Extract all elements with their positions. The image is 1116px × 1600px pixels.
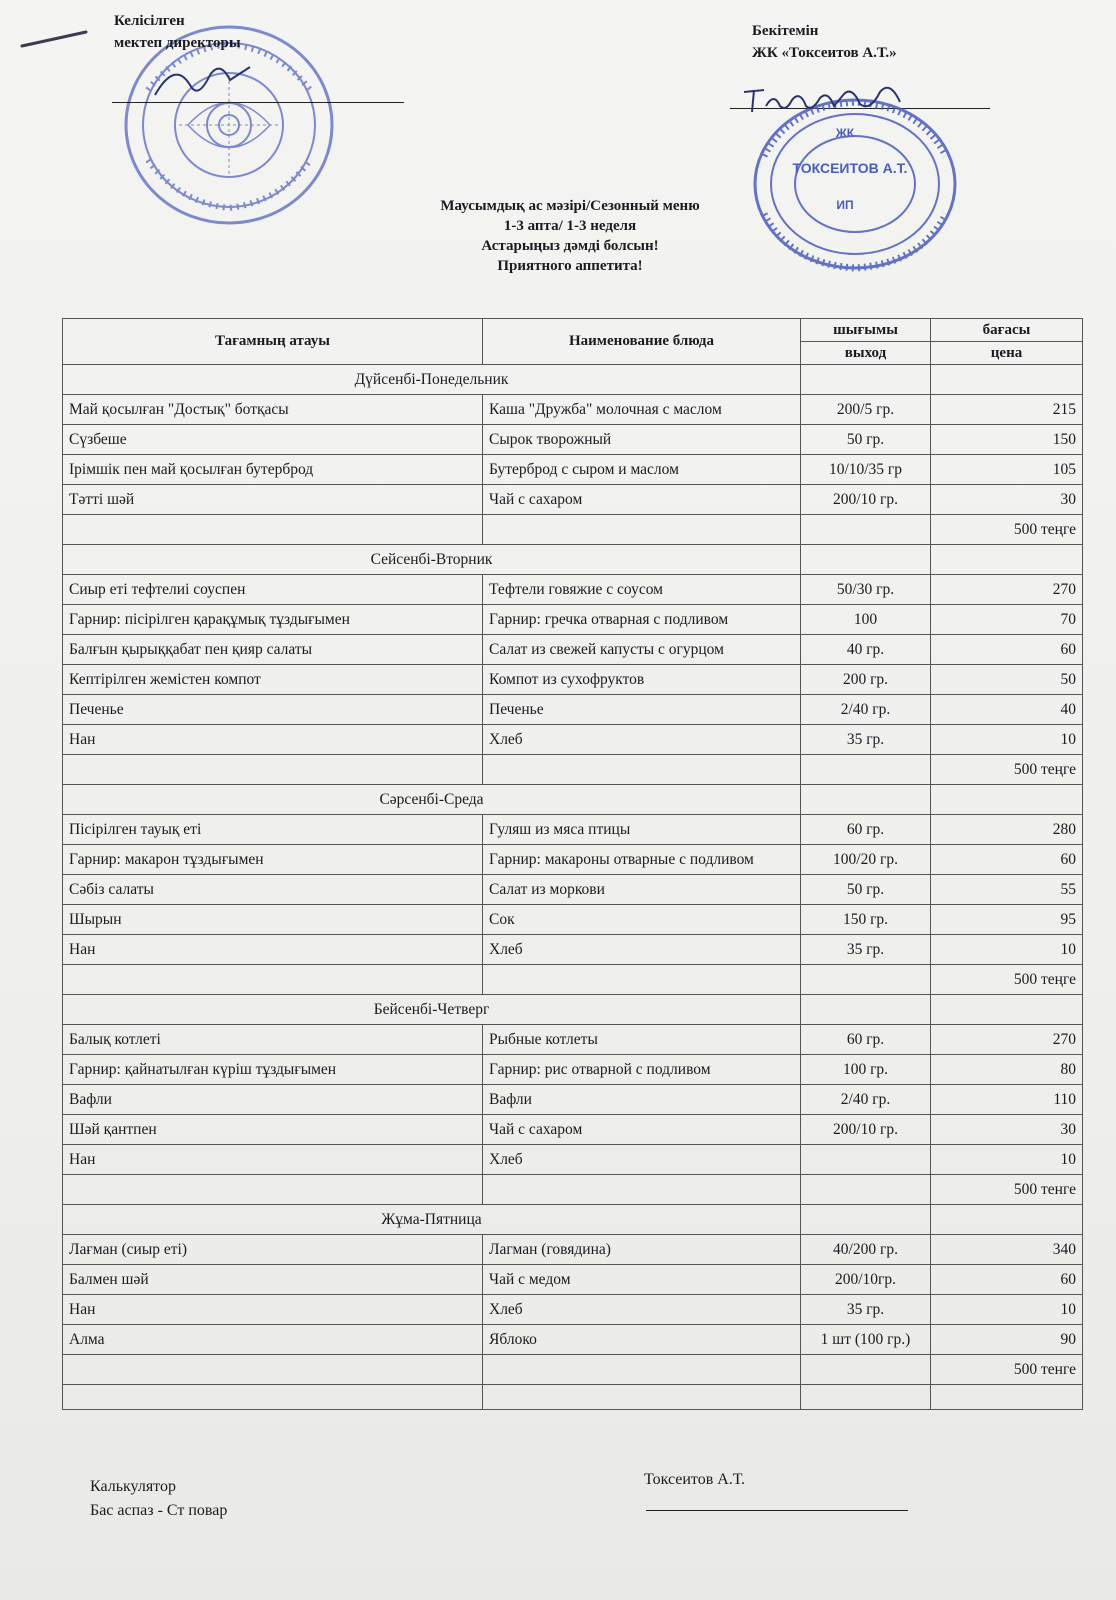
table-row	[63, 1115, 1083, 1145]
empty-cell	[483, 965, 801, 995]
stamp-center-line2: ТОКСЕИТОВ А.Т.	[792, 160, 908, 176]
col-header-ru: Наименование блюда	[483, 319, 801, 365]
dish-name-ru: Салат из свежей капусты с огурцом	[483, 635, 801, 665]
dish-price: 90	[931, 1325, 1083, 1355]
dish-price: 105	[931, 455, 1083, 485]
blank-row	[63, 1385, 1083, 1410]
left-signature-line	[112, 102, 404, 103]
dish-name-ru: Гарнир: макароны отварные с подливом	[483, 845, 801, 875]
table-row	[63, 1145, 1083, 1175]
empty-cell	[801, 785, 931, 815]
empty-cell	[931, 1205, 1083, 1235]
day-total: 500 теңге	[931, 755, 1083, 785]
day-header-row	[63, 545, 1083, 575]
dish-price: 40	[931, 695, 1083, 725]
footer-left	[90, 1475, 227, 1523]
empty-cell	[931, 365, 1083, 395]
table-row	[63, 1055, 1083, 1085]
dish-name-kz: Гарнир: қайнатылған күріш тұздығымен	[63, 1055, 483, 1085]
dish-name-kz: Ірімшік пен май қосылған бутерброд	[63, 455, 483, 485]
dish-name-kz: Тәтті шәй	[63, 485, 483, 515]
dish-price: 280	[931, 815, 1083, 845]
dish-price: 30	[931, 485, 1083, 515]
dish-output: 50 гр.	[801, 425, 931, 455]
dish-name-ru: Печенье	[483, 695, 801, 725]
table-row	[63, 725, 1083, 755]
table-row	[63, 1235, 1083, 1265]
dish-price: 10	[931, 725, 1083, 755]
dish-output: 100	[801, 605, 931, 635]
table-row	[63, 1265, 1083, 1295]
dish-price: 60	[931, 845, 1083, 875]
company-stamp	[750, 96, 960, 272]
empty-cell	[801, 1355, 931, 1385]
dish-name-ru: Сырок творожный	[483, 425, 801, 455]
table-row	[63, 395, 1083, 425]
dish-name-ru: Хлеб	[483, 1295, 801, 1325]
dish-output: 40/200 гр.	[801, 1235, 931, 1265]
day-total: 500 тенге	[931, 1355, 1083, 1385]
dish-output: 40 гр.	[801, 635, 931, 665]
dish-output: 60 гр.	[801, 1025, 931, 1055]
menu-table	[62, 318, 1083, 1410]
dish-name-ru: Чай с медом	[483, 1265, 801, 1295]
dish-price: 60	[931, 1265, 1083, 1295]
table-row	[63, 1025, 1083, 1055]
dish-price: 270	[931, 1025, 1083, 1055]
col-header-output-kz: шығымы	[801, 319, 931, 342]
col-header-price-ru: цена	[931, 342, 1083, 365]
day-name: Бейсенбі-Четверг	[63, 995, 801, 1025]
dish-name-ru: Гарнир: рис отварной с подливом	[483, 1055, 801, 1085]
empty-cell	[63, 1385, 483, 1410]
title-line4: Приятного аппетита!	[497, 258, 643, 274]
day-header-row	[63, 995, 1083, 1025]
dish-name-kz: Лағман (сиыр еті)	[63, 1235, 483, 1265]
dish-name-kz: Сүзбеше	[63, 425, 483, 455]
approval-right-line1: Бекітемін	[752, 23, 819, 39]
pen-stroke-mark	[20, 28, 90, 52]
col-header-price-kz: бағасы	[931, 319, 1083, 342]
empty-cell	[801, 545, 931, 575]
empty-cell	[63, 1175, 483, 1205]
approval-left-line2: мектеп директоры	[114, 35, 241, 51]
dish-name-ru: Хлеб	[483, 935, 801, 965]
stamp-center-line3: ИП	[836, 198, 854, 212]
footer-calculator-label: Калькулятор	[90, 1478, 176, 1495]
empty-cell	[931, 995, 1083, 1025]
table-row	[63, 605, 1083, 635]
dish-name-kz: Шәй қантпен	[63, 1115, 483, 1145]
dish-output: 60 гр.	[801, 815, 931, 845]
dish-output: 100/20 гр.	[801, 845, 931, 875]
col-header-output-ru: выход	[801, 342, 931, 365]
dish-name-ru: Компот из сухофруктов	[483, 665, 801, 695]
stamp-center-line1: ЖК	[835, 126, 855, 140]
dish-name-kz: Вафли	[63, 1085, 483, 1115]
dish-price: 340	[931, 1235, 1083, 1265]
table-header-row	[63, 319, 1083, 342]
dish-output: 35 гр.	[801, 725, 931, 755]
empty-cell	[483, 515, 801, 545]
day-total: 500 тенге	[931, 1175, 1083, 1205]
footer-chef-label: Бас аспаз - Ст повар	[90, 1502, 228, 1519]
empty-cell	[801, 515, 931, 545]
empty-cell	[801, 965, 931, 995]
day-total-row	[63, 755, 1083, 785]
dish-output: 50 гр.	[801, 875, 931, 905]
table-row	[63, 425, 1083, 455]
dish-output	[801, 1145, 931, 1175]
dish-output: 200/5 гр.	[801, 395, 931, 425]
dish-name-kz: Балық котлеті	[63, 1025, 483, 1055]
dish-name-ru: Рыбные котлеты	[483, 1025, 801, 1055]
dish-name-kz: Нан	[63, 935, 483, 965]
empty-cell	[801, 365, 931, 395]
dish-price: 80	[931, 1055, 1083, 1085]
day-header-row	[63, 365, 1083, 395]
dish-name-kz: Шырын	[63, 905, 483, 935]
approval-left-line1: Келісілген	[114, 13, 185, 29]
dish-price: 95	[931, 905, 1083, 935]
dish-name-ru: Яблоко	[483, 1325, 801, 1355]
dish-output: 50/30 гр.	[801, 575, 931, 605]
approval-right-line2: ЖК «Токсеитов А.Т.»	[752, 45, 897, 61]
dish-name-kz: Нан	[63, 1145, 483, 1175]
empty-cell	[483, 755, 801, 785]
dish-price: 150	[931, 425, 1083, 455]
empty-cell	[63, 515, 483, 545]
menu-table-body	[63, 365, 1083, 1410]
dish-output: 2/40 гр.	[801, 695, 931, 725]
dish-name-kz: Балмен шәй	[63, 1265, 483, 1295]
day-total-row	[63, 1175, 1083, 1205]
empty-cell	[801, 1175, 931, 1205]
day-total-row	[63, 1355, 1083, 1385]
dish-name-ru: Бутерброд с сыром и маслом	[483, 455, 801, 485]
day-header-row	[63, 785, 1083, 815]
dish-name-kz: Пісірілген тауық еті	[63, 815, 483, 845]
empty-cell	[801, 1205, 931, 1235]
col-header-kz: Тағамның атауы	[63, 319, 483, 365]
table-row	[63, 1325, 1083, 1355]
empty-cell	[931, 1385, 1083, 1410]
dish-price: 10	[931, 1145, 1083, 1175]
title-line3: Астарыңыз дәмді болсын!	[481, 238, 659, 254]
table-row	[63, 935, 1083, 965]
dish-name-kz: Нан	[63, 725, 483, 755]
dish-price: 30	[931, 1115, 1083, 1145]
director-signature	[150, 55, 260, 105]
approval-right	[752, 20, 897, 64]
empty-cell	[801, 995, 931, 1025]
dish-name-kz: Кептірілген жемістен компот	[63, 665, 483, 695]
dish-output: 100 гр.	[801, 1055, 931, 1085]
dish-price: 270	[931, 575, 1083, 605]
dish-price: 10	[931, 1295, 1083, 1325]
dish-name-kz: Балғын қырыққабат пен қияр салаты	[63, 635, 483, 665]
table-row	[63, 665, 1083, 695]
dish-output: 35 гр.	[801, 935, 931, 965]
dish-name-ru: Салат из моркови	[483, 875, 801, 905]
day-name: Жұма-Пятница	[63, 1205, 801, 1235]
dish-name-ru: Хлеб	[483, 1145, 801, 1175]
dish-price: 55	[931, 875, 1083, 905]
dish-price: 110	[931, 1085, 1083, 1115]
empty-cell	[931, 785, 1083, 815]
table-row	[63, 695, 1083, 725]
dish-price: 215	[931, 395, 1083, 425]
dish-name-ru: Тефтели говяжие с соусом	[483, 575, 801, 605]
empty-cell	[63, 1355, 483, 1385]
day-header-row	[63, 1205, 1083, 1235]
day-name: Сәрсенбі-Среда	[63, 785, 801, 815]
menu-title	[360, 196, 780, 276]
table-row	[63, 845, 1083, 875]
empty-cell	[801, 1385, 931, 1410]
dish-name-kz: Нан	[63, 1295, 483, 1325]
dish-output: 200/10гр.	[801, 1265, 931, 1295]
day-total-row	[63, 515, 1083, 545]
dish-name-ru: Сок	[483, 905, 801, 935]
dish-output: 10/10/35 гр	[801, 455, 931, 485]
empty-cell	[483, 1385, 801, 1410]
dish-output: 200/10 гр.	[801, 485, 931, 515]
table-row	[63, 1295, 1083, 1325]
dish-output: 1 шт (100 гр.)	[801, 1325, 931, 1355]
day-total: 500 теңге	[931, 515, 1083, 545]
empty-cell	[801, 755, 931, 785]
dish-price: 50	[931, 665, 1083, 695]
title-line2: 1-3 апта/ 1-3 неделя	[503, 218, 637, 234]
table-row	[63, 815, 1083, 845]
title-line1: Маусымдық ас мәзірі/Сезонный меню	[440, 198, 700, 214]
table-row	[63, 635, 1083, 665]
table-row	[63, 875, 1083, 905]
owner-signature	[740, 72, 910, 116]
empty-cell	[483, 1355, 801, 1385]
dish-name-kz: Гарнир: макарон тұздығымен	[63, 845, 483, 875]
table-row	[63, 575, 1083, 605]
dish-name-kz: Алма	[63, 1325, 483, 1355]
table-row	[63, 455, 1083, 485]
dish-name-ru: Вафли	[483, 1085, 801, 1115]
dish-price: 60	[931, 635, 1083, 665]
dish-output: 200/10 гр.	[801, 1115, 931, 1145]
empty-cell	[931, 545, 1083, 575]
day-name: Сейсенбі-Вторник	[63, 545, 801, 575]
dish-name-kz: Сиыр еті тефтелиі соуспен	[63, 575, 483, 605]
dish-name-ru: Чай с сахаром	[483, 1115, 801, 1145]
dish-price: 70	[931, 605, 1083, 635]
dish-output: 35 гр.	[801, 1295, 931, 1325]
empty-cell	[483, 1175, 801, 1205]
dish-output: 150 гр.	[801, 905, 931, 935]
dish-name-ru: Чай с сахаром	[483, 485, 801, 515]
dish-price: 10	[931, 935, 1083, 965]
day-total: 500 теңге	[931, 965, 1083, 995]
dish-name-ru: Хлеб	[483, 725, 801, 755]
day-name: Дүйсенбі-Понедельник	[63, 365, 801, 395]
empty-cell	[63, 755, 483, 785]
dish-name-ru: Гарнир: гречка отварная с подливом	[483, 605, 801, 635]
dish-name-kz: Май қосылған "Достық" ботқасы	[63, 395, 483, 425]
dish-output: 200 гр.	[801, 665, 931, 695]
footer-signature-line	[646, 1510, 908, 1511]
approval-left	[114, 10, 241, 54]
table-row	[63, 905, 1083, 935]
footer-right-name: Токсеитов А.Т.	[644, 1471, 745, 1488]
dish-name-kz: Печенье	[63, 695, 483, 725]
dish-name-kz: Сәбіз салаты	[63, 875, 483, 905]
table-row	[63, 1085, 1083, 1115]
empty-cell	[63, 965, 483, 995]
dish-name-ru: Лагман (говядина)	[483, 1235, 801, 1265]
dish-name-kz: Гарнир: пісірілген қарақұмық тұздығымен	[63, 605, 483, 635]
table-row	[63, 485, 1083, 515]
dish-output: 2/40 гр.	[801, 1085, 931, 1115]
day-total-row	[63, 965, 1083, 995]
dish-name-ru: Гуляш из мяса птицы	[483, 815, 801, 845]
dish-name-ru: Каша "Дружба" молочная с маслом	[483, 395, 801, 425]
